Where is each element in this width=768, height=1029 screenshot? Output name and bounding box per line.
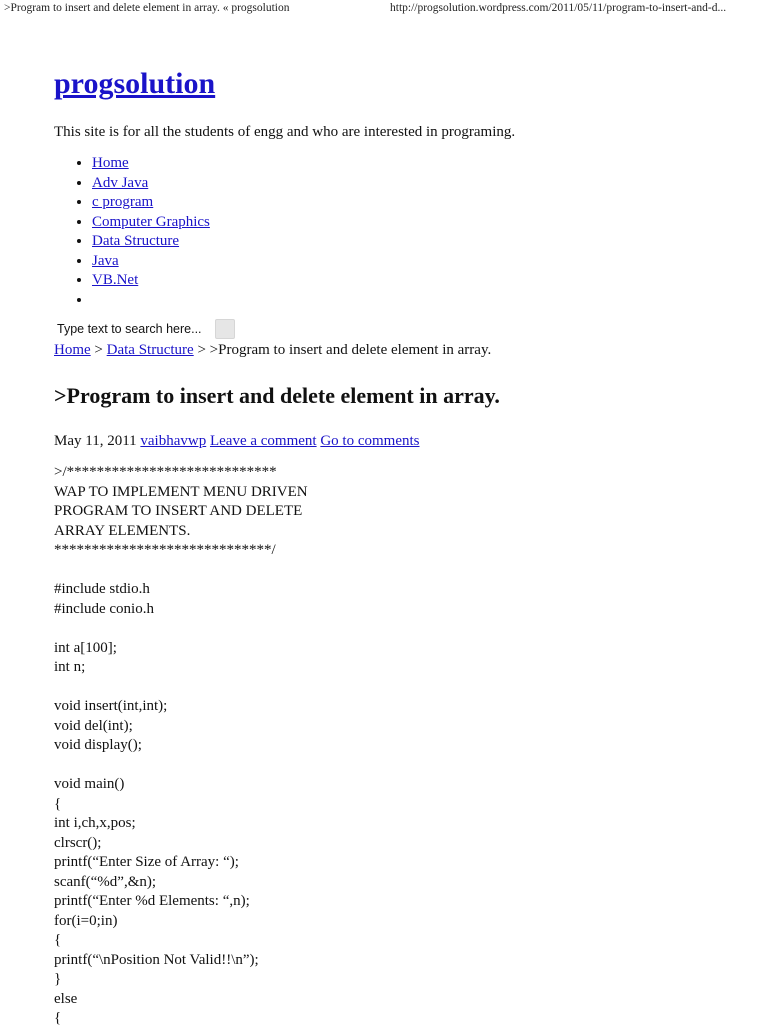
site-title-link[interactable]: progsolution [54, 67, 216, 100]
code-line: void del(int); [54, 717, 133, 734]
code-line [54, 756, 734, 776]
print-header-title: >Program to insert and delete element in array. « progsolution [4, 2, 290, 14]
code-line: #include stdio.h [54, 581, 150, 597]
code-line: { [54, 932, 62, 948]
code-line: { [54, 1010, 62, 1026]
post-code-body [54, 463, 734, 1029]
nav-item-home [92, 154, 734, 174]
go-to-comments-link[interactable]: Go to comments [320, 433, 420, 449]
nav-item-empty [92, 291, 734, 311]
breadcrumb-separator: > [94, 342, 103, 358]
print-header-url: http://progsolution.wordpress.com/2011/05/11/program-to-insert-and-d... [390, 2, 727, 14]
code-line: *****************************/ [54, 542, 276, 558]
code-line: printf(“Enter Size of Array: “); [54, 854, 239, 870]
nav-item-computer-graphics [92, 213, 734, 233]
nav-link-home[interactable]: Home [92, 155, 129, 171]
post-date: May 11, 2011 [54, 433, 137, 449]
code-line: scanf(“%d”,&n); [54, 873, 157, 890]
code-line: void insert(int,int); [54, 698, 168, 714]
breadcrumb-separator: > [197, 342, 206, 358]
post-title: >Program to insert and delete element in array. [54, 383, 500, 408]
code-line: void main() [54, 776, 125, 792]
nav-item-data-structure [92, 232, 734, 252]
post-author-link[interactable]: vaibhavwp [140, 433, 207, 449]
nav-item-adv-java [92, 174, 734, 194]
breadcrumb-current: >Program to insert and delete element in array. [209, 342, 492, 358]
search-input[interactable] [54, 319, 215, 339]
breadcrumb-home[interactable]: Home [54, 342, 91, 358]
nav-link-c-program[interactable]: c program [92, 194, 154, 210]
code-line: for(i=0;in) [54, 912, 118, 929]
code-line: printf(“\nPosition Not Valid!!\n”); [54, 951, 259, 968]
code-line: clrscr(); [54, 834, 102, 851]
nav-link-data-structure[interactable]: Data Structure [92, 233, 180, 249]
search-form [54, 318, 734, 340]
code-line: ARRAY ELEMENTS. [54, 522, 191, 539]
code-line [54, 619, 734, 639]
search-button[interactable] [215, 319, 235, 339]
page-content [54, 62, 734, 1029]
code-line: { [54, 795, 62, 812]
post-meta [54, 431, 734, 451]
code-line: int n; [54, 659, 86, 675]
code-line: } [54, 971, 62, 987]
site-tagline: This site is for all the students of engg and who are interested in programing. [54, 124, 516, 140]
code-line: void display(); [54, 737, 142, 753]
code-line: PROGRAM TO INSERT AND DELETE [54, 503, 303, 519]
code-line [54, 678, 734, 698]
nav-link-vb-net[interactable]: VB.Net [92, 272, 139, 288]
nav-item-vb-net [92, 271, 734, 291]
code-line: >/**************************** [54, 464, 277, 480]
code-line: int i,ch,x,pos; [54, 815, 136, 831]
main-nav [54, 154, 734, 310]
code-line: int a[100]; [54, 639, 117, 656]
code-line: printf(“Enter %d Elements: “,n); [54, 893, 250, 909]
nav-link-java[interactable]: Java [92, 252, 119, 269]
code-line: else [54, 990, 78, 1007]
breadcrumb-category[interactable]: Data Structure [106, 342, 194, 358]
nav-link-computer-graphics[interactable]: Computer Graphics [92, 213, 210, 230]
nav-item-c-program [92, 193, 734, 213]
print-header [0, 0, 768, 20]
code-line [54, 561, 734, 581]
nav-item-java [92, 252, 734, 272]
nav-link-adv-java[interactable]: Adv Java [92, 174, 149, 191]
leave-comment-link[interactable]: Leave a comment [209, 433, 317, 449]
code-line: #include conio.h [54, 600, 154, 617]
code-line: WAP TO IMPLEMENT MENU DRIVEN [54, 483, 308, 500]
breadcrumb [54, 340, 734, 360]
